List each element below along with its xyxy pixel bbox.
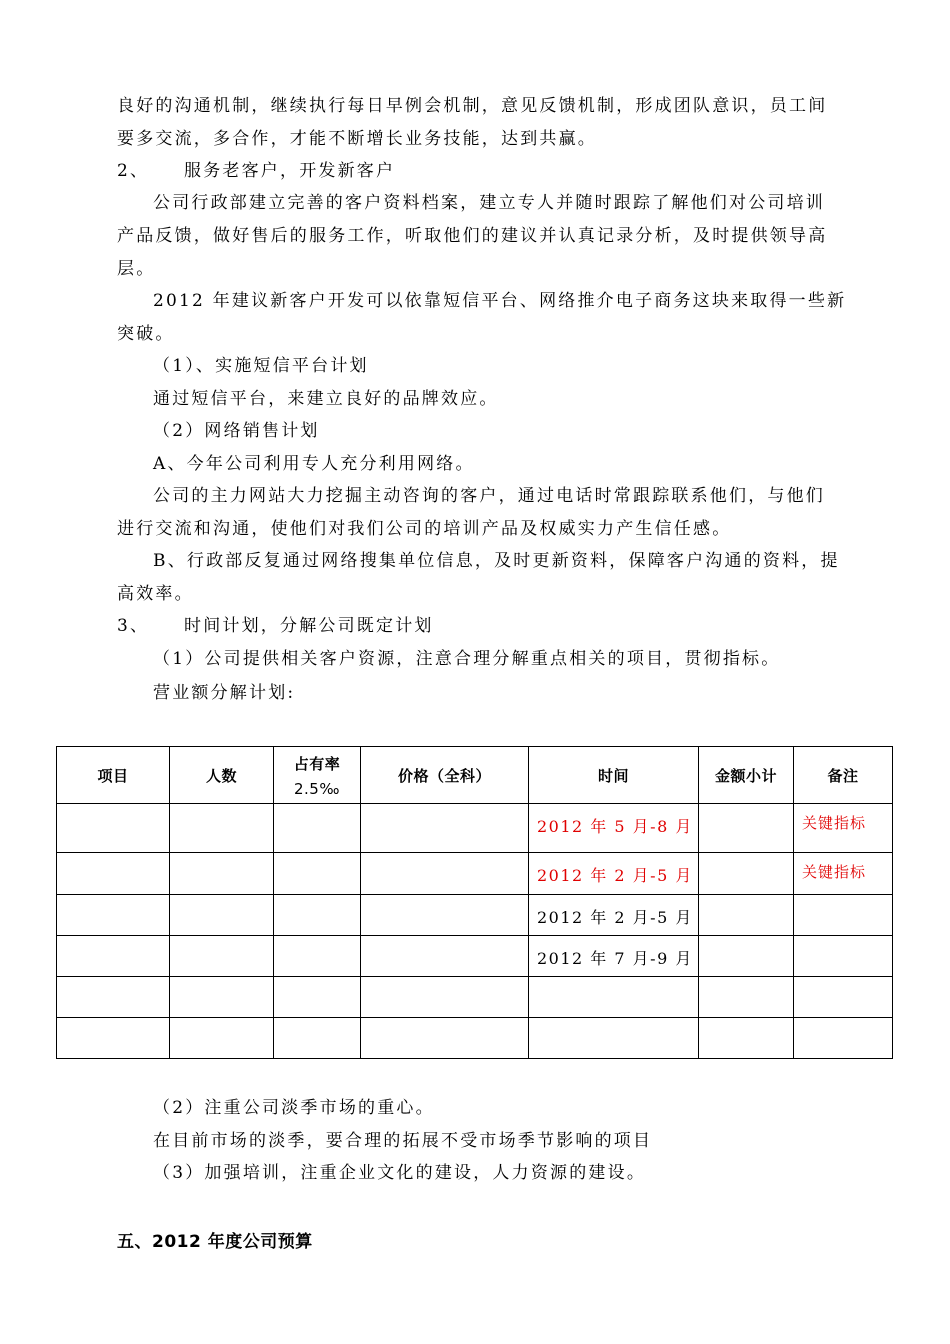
note-cell xyxy=(794,895,893,936)
time-cell xyxy=(529,977,699,1018)
paragraph-line: 突破。 xyxy=(117,324,175,344)
subsection-title: （1）公司提供相关客户资源，注意合理分解重点相关的项目，贯彻指标。 xyxy=(153,649,781,669)
table-cell xyxy=(274,804,361,853)
section-number: 2、 xyxy=(117,161,150,181)
table-cell xyxy=(274,936,361,977)
note-cell xyxy=(794,977,893,1018)
note-cell: 关键指标 xyxy=(794,853,893,895)
subsection-title: （1）、实施短信平台计划 xyxy=(153,356,369,376)
table-row xyxy=(57,1018,893,1059)
table-cell xyxy=(274,977,361,1018)
table-cell xyxy=(361,804,529,853)
table-row xyxy=(57,895,893,936)
section-title: 时间计划，分解公司既定计划 xyxy=(184,616,434,636)
table-cell xyxy=(57,895,170,936)
paragraph-line: 在目前市场的淡季，要合理的拓展不受市场季节影响的项目 xyxy=(153,1131,653,1151)
paragraph-line: 进行交流和沟通，使他们对我们公司的培训产品及权威实力产生信任感。 xyxy=(117,519,732,539)
header-rate xyxy=(274,747,361,804)
header-time: 时间 xyxy=(529,747,699,804)
table-row xyxy=(57,936,893,977)
table-cell xyxy=(57,936,170,977)
table-cell xyxy=(699,895,794,936)
header-rate-label: 占有率 xyxy=(293,754,341,773)
table-cell xyxy=(699,977,794,1018)
subsection-title: （3）加强培训，注重企业文化的建设，人力资源的建设。 xyxy=(153,1163,647,1183)
table-cell xyxy=(361,977,529,1018)
table-cell xyxy=(170,936,274,977)
paragraph-line: 高效率。 xyxy=(117,584,194,604)
paragraph-line: 公司行政部建立完善的客户资料档案，建立专人并随时跟踪了解他们对公司培训 xyxy=(153,193,825,213)
paragraph-line: A、今年公司利用专人充分利用网络。 xyxy=(153,454,475,474)
table-row xyxy=(57,804,893,853)
paragraph-line: 产品反馈，做好售后的服务工作，听取他们的建议并认真记录分析，及时提供领导高 xyxy=(117,226,828,246)
note-cell xyxy=(794,936,893,977)
table-cell xyxy=(699,853,794,895)
header-rate-value: 2.5‰ xyxy=(294,779,340,798)
section-number: 3、 xyxy=(117,616,150,636)
table-cell xyxy=(361,895,529,936)
revenue-breakdown-table xyxy=(56,746,893,1059)
table-cell xyxy=(57,977,170,1018)
paragraph-line: 公司的主力网站大力挖掘主动咨询的客户，通过电话时常跟踪联系他们，与他们 xyxy=(153,486,825,506)
table-cell xyxy=(170,853,274,895)
paragraph-line: 要多交流，多合作，才能不断增长业务技能，达到共赢。 xyxy=(117,129,597,149)
header-people: 人数 xyxy=(170,747,274,804)
table-row xyxy=(57,977,893,1018)
table-cell xyxy=(274,895,361,936)
table-cell xyxy=(170,977,274,1018)
table-cell xyxy=(699,936,794,977)
time-cell: 2012 年 2 月-5 月 xyxy=(529,895,699,936)
section-title: 服务老客户，开发新客户 xyxy=(184,161,396,181)
table-cell xyxy=(361,936,529,977)
time-cell: 2012 年 2 月-5 月 xyxy=(529,853,699,895)
table-cell xyxy=(274,1018,361,1059)
time-cell xyxy=(529,1018,699,1059)
note-cell xyxy=(794,1018,893,1059)
paragraph-line: B、行政部反复通过网络搜集单位信息，及时更新资料，保障客户沟通的资料，提 xyxy=(153,551,840,571)
header-amount: 金额小计 xyxy=(699,747,794,804)
paragraph-line: 通过短信平台，来建立良好的品牌效应。 xyxy=(153,389,499,409)
table-cell xyxy=(274,853,361,895)
section-heading: 五、2012 年度公司预算 xyxy=(117,1232,313,1252)
table-cell xyxy=(361,853,529,895)
time-cell: 2012 年 5 月-8 月 xyxy=(529,804,699,853)
table-row xyxy=(57,853,893,895)
time-cell: 2012 年 7 月-9 月 xyxy=(529,936,699,977)
paragraph-line: 2012 年建议新客户开发可以依靠短信平台、网络推介电子商务这块来取得一些新 xyxy=(153,291,847,311)
paragraph-line: 层。 xyxy=(117,259,156,279)
table-caption: 营业额分解计划: xyxy=(153,683,296,703)
table-cell xyxy=(170,804,274,853)
table-header-row xyxy=(57,747,893,804)
table-cell xyxy=(699,804,794,853)
paragraph-line: 良好的沟通机制，继续执行每日早例会机制，意见反馈机制，形成团队意识，员工间 xyxy=(117,96,828,116)
table-cell xyxy=(699,1018,794,1059)
table-cell xyxy=(57,853,170,895)
note-cell: 关键指标 xyxy=(794,804,893,853)
table-cell xyxy=(361,1018,529,1059)
subsection-title: （2）注重公司淡季市场的重心。 xyxy=(153,1098,435,1118)
header-item: 项目 xyxy=(57,747,170,804)
table-cell xyxy=(57,1018,170,1059)
table-cell xyxy=(170,895,274,936)
header-note: 备注 xyxy=(794,747,893,804)
table-cell xyxy=(170,1018,274,1059)
header-price: 价格（全科） xyxy=(361,747,529,804)
table-cell xyxy=(57,804,170,853)
subsection-title: （2）网络销售计划 xyxy=(153,421,320,441)
